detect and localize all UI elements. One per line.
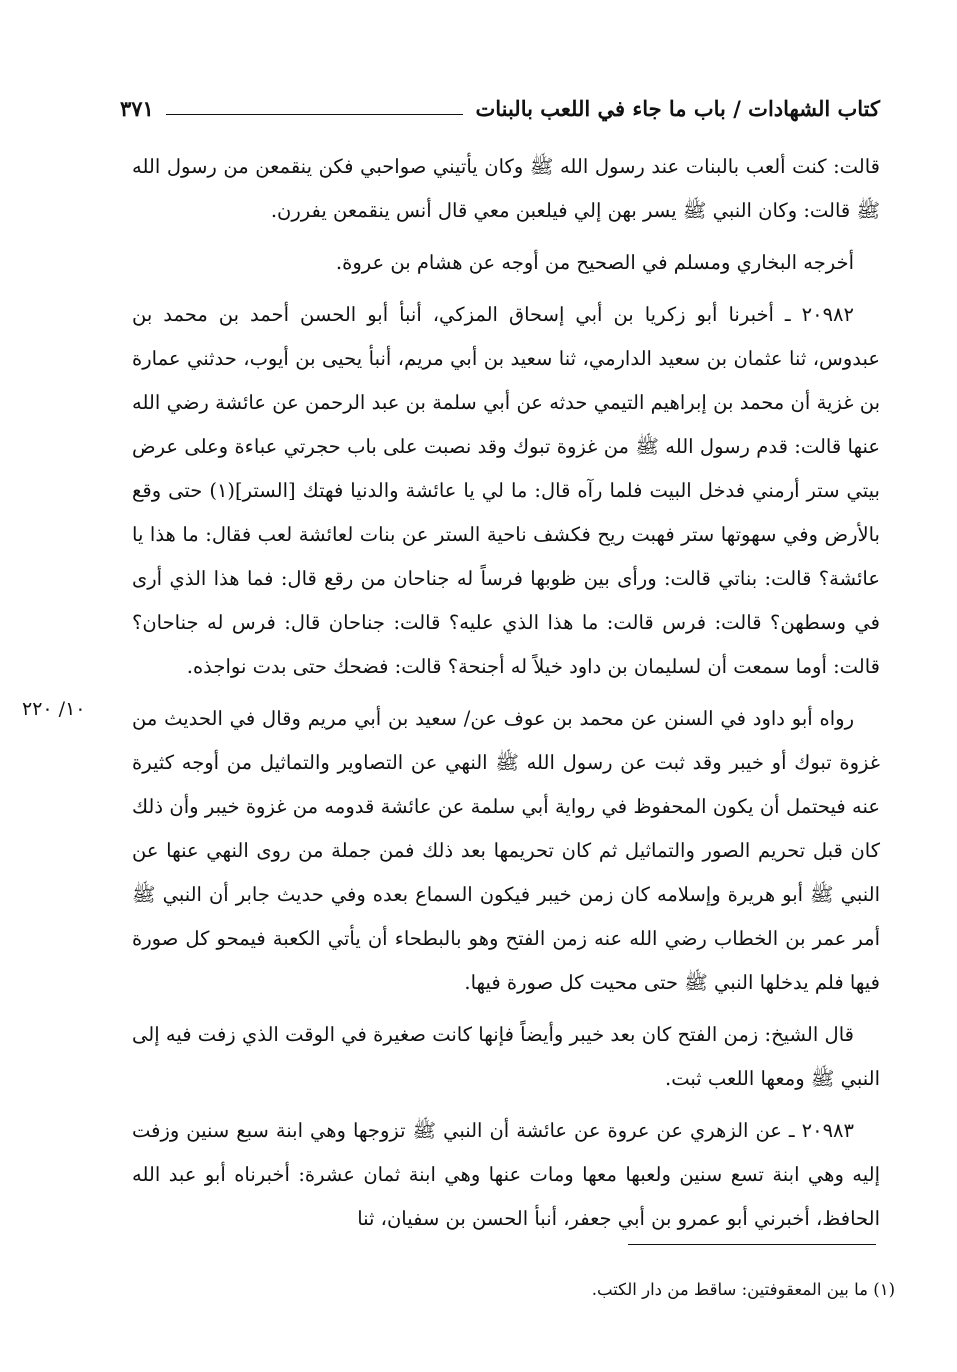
page-number: ٣٧١ xyxy=(120,95,154,121)
running-title: كتاب الشهادات / باب ما جاء في اللعب بالبنات xyxy=(475,95,880,121)
page-header xyxy=(120,88,880,128)
paragraph-5: قال الشيخ: زمن الفتح كان بعد خيبر وأيضاً فإنها كانت صغيرة في الوقت الذي زفت فيه إلى النبي ﷺ ومعها اللعب ثبت. xyxy=(132,1023,880,1090)
footnote-separator xyxy=(628,1244,876,1245)
paragraph-4: رواه أبو داود في السنن عن محمد بن عوف عن/ سعيد بن أبي مريم وقال في الحديث من غزوة تبوك أو خيبر وقد ثبت عن رسول الله ﷺ النهي عن التصاوير والتماثيل من أوجه كثيرة عنه فيحتمل أن يكون المحفوظ في رواية أبي سلمة عن عائشة قدومه من غزوة خيبر وأن ذلك كان قبل تحريم الصور والتماثيل ثم كان تحريمها بعد ذلك فمن جملة من روى النهي عنها عن النبي ﷺ أبو هريرة وإسلامه كان زمن خيبر فيكون السماع بعده وفي حديث جابر أن النبي ﷺ أمر عمر بن الخطاب رضي الله عنه زمن الفتح وهو بالبطحاء أن يأتي الكعبة فيمحو كل صورة فيها فلم يدخلها النبي ﷺ حتى محيت كل صورة فيها. xyxy=(132,707,880,994)
paragraph-3: ٢٠٩٨٢ ـ أخبرنا أبو زكريا بن أبي إسحاق المزكي، أنبأ أبو الحسن أحمد بن محمد بن عبدوس، ثنا عثمان بن سعيد الدارمي، ثنا سعيد بن أبي مريم، أنبأ يحيى بن أيوب، حدثني عمارة بن غزية أن محمد بن إبراهيم التيمي حدثه عن أبي سلمة بن عبد الرحمن عن عائشة رضي الله عنها قالت: قدم رسول الله ﷺ من غزوة تبوك وقد نصبت على باب حجرتي عباءة وعلى عرض بيتي ستر أرمني فدخل البيت فلما رآه قال: ما لي يا عائشة والدنيا فهتك [الستر](١) حتى وقع بالأرض وفي سهوتها ستر فهبت ريح فكشف ناحية الستر عن بنات لعائشة لعب فقال: ما هذا يا عائشة؟ قالت: بناتي قالت: ورأى بين ظوبها فرساً له جناحان من رقع قال: فما هذا الذي أرى في وسطهن؟ قالت: فرس قالت: ما هذا الذي عليه؟ قالت: جناحان قال: فرس له جناحان؟ قالت: أوما سمعت أن لسليمان بن داود خيلاً له أجنحة؟ قالت: فضحك حتى بدت نواجذه. xyxy=(132,303,880,678)
paragraph-2: أخرجه البخاري ومسلم في الصحيح من أوجه عن هشام بن عروة. xyxy=(335,251,854,274)
header-rule xyxy=(166,114,464,115)
marginal-note: ١٠/ ٢٢٠ xyxy=(22,698,86,720)
footnote: (١) ما بين المعقوفتين: ساقط من دار الكتب. xyxy=(591,1280,895,1299)
paragraph-6: ٢٠٩٨٣ ـ عن الزهري عن عروة عن عائشة أن النبي ﷺ تزوجها وهي ابنة سبع سنين وزفت إليه وهي ابنة تسع سنين ولعبها معها ومات عنها وهي ابنة ثمان عشرة: أخبرناه أبو عبد الله الحافظ، أخبرني أبو عمرو بن أبي جعفر، أنبأ الحسن بن سفيان، ثنا xyxy=(132,1119,880,1230)
paragraph-1: قالت: كنت ألعب بالبنات عند رسول الله ﷺ وكان يأتيني صواحبي فكن ينقمعن من رسول الله ﷺ قالت: وكان النبي ﷺ يسر بهن إلي فيلعبن معي قال أنس ينقمعن يفررن. xyxy=(132,155,880,222)
main-text xyxy=(132,145,880,1249)
